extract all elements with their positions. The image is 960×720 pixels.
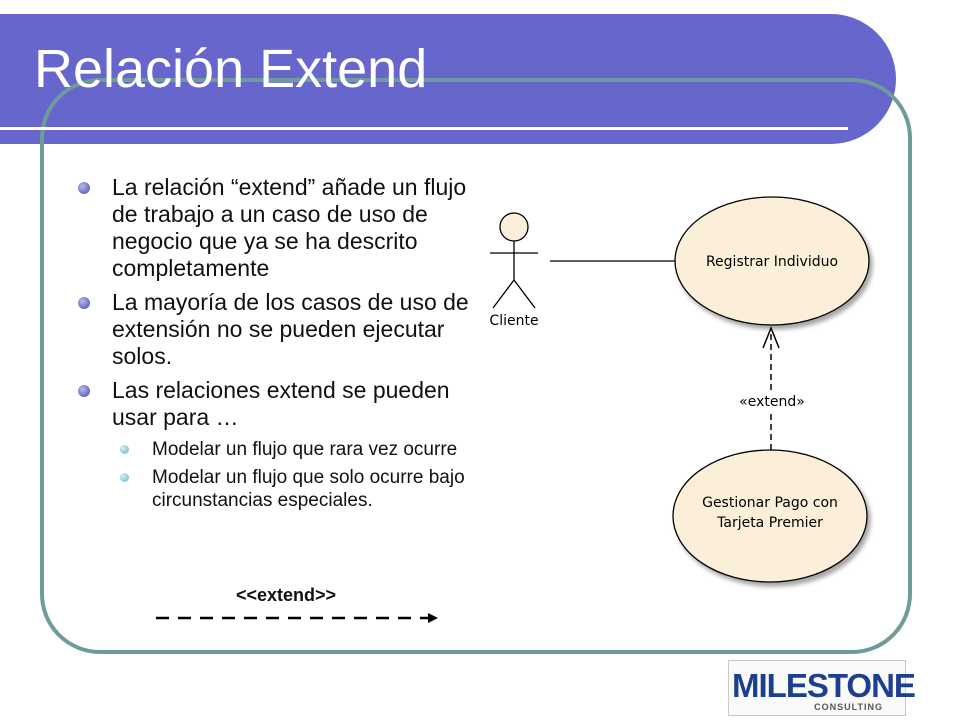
sub-bullet-text: Modelar un flujo que solo ocurre bajo circunstancias especiales.: [152, 467, 465, 511]
actor-label: Cliente: [489, 313, 539, 329]
legend-extend-label: <<extend>>: [236, 585, 337, 605]
sub-bullet-item: [120, 466, 478, 512]
slide-title: Relación Extend: [34, 39, 428, 99]
logo-tagline: CONSULTING: [814, 702, 883, 712]
bullet-item: [78, 377, 478, 431]
bullet-text: La relación “extend” añade un flujo de trabajo a un caso de uso de negocio que ya se ha descrito completamente: [112, 174, 467, 281]
bullet-list: [78, 174, 478, 517]
bullet-dot-icon: [78, 297, 90, 309]
sub-bullet-dot-icon: [120, 445, 129, 454]
bullet-dot-icon: [78, 385, 90, 397]
use-case-2-label-line1: Gestionar Pago con: [702, 495, 838, 511]
legend-dashed-arrow: [156, 610, 440, 626]
bullet-item: [78, 174, 478, 282]
use-case-2-label-line2: Tarjeta Premier: [717, 515, 823, 531]
sub-bullet-item: [120, 438, 478, 461]
actor-icon: [490, 213, 538, 308]
bullet-dot-icon: [78, 182, 90, 194]
logo-name: MILESTONE: [732, 667, 915, 704]
extend-relation-label: «extend»: [739, 394, 805, 410]
use-case-1-label: Registrar Individuo: [705, 254, 839, 270]
sub-bullet-dot-icon: [120, 473, 129, 482]
sub-bullet-text: Modelar un flujo que rara vez ocurre: [152, 439, 458, 460]
bullet-text: La mayoría de los casos de uso de extensión no se pueden ejecutar solos.: [112, 289, 469, 369]
use-case-diagram: [480, 190, 880, 590]
company-logo: [728, 660, 915, 716]
bullet-item: [78, 289, 478, 370]
title-underline: [0, 127, 848, 130]
bullet-text: Las relaciones extend se pueden usar para …: [112, 377, 450, 430]
